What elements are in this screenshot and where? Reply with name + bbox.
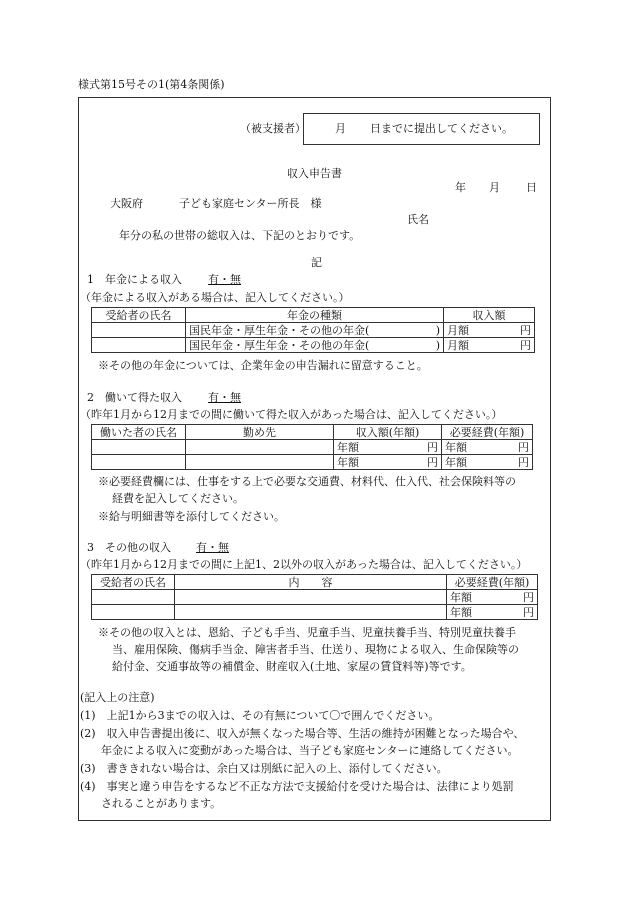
col-income: 収入額(年額) [334,425,442,440]
date-year: 年 [455,181,466,194]
table-header-row [92,308,535,323]
section3-footnote-b: 当、雇用保険、傷病手当金、障害者手当、仕送り、現物による収入、生命保険等の [112,643,519,656]
content-cell[interactable] [175,605,447,620]
recipient-name-cell[interactable] [92,590,175,605]
table-row [92,440,533,455]
section1-choice: 有・無 [208,273,241,286]
pension-type-cell: 国民年金・厚生年金・その他の年金( ) [186,323,444,338]
worker-name-cell[interactable] [92,440,186,455]
content-cell[interactable] [175,590,447,605]
ki-heading: 記 [311,256,322,269]
col-recipient-name: 受給者の氏名 [92,575,175,590]
col-content: 内 容 [175,575,447,590]
note-3: (3) 書ききれない場合は、余白又は別紙に記入の上、添付してください。 [80,762,448,775]
section2-note: （昨年1月から12月までの間に働いて得た収入があった場合は、記入してください。） [80,408,503,421]
table-row [92,338,535,353]
pension-type-cell: 国民年金・厚生年金・その他の年金( ) [186,338,444,353]
section2-heading: 2 働いて得た収入 [87,391,182,404]
other-income-table [91,574,538,620]
col-expenses: 必要経費(年額) [442,425,533,440]
recipient-label: （被支援者） [240,122,306,135]
deadline-month: 月 [335,122,346,135]
section2-choice: 有・無 [208,391,241,404]
expenses-cell[interactable]: 年額 円 [442,455,533,470]
section3-heading: 3 その他の収入 [87,541,171,554]
section3-footnote-c: 給付金、交通事故等の補償金、財産収入(土地、家屋の賃貸料等)等です。 [112,660,472,673]
section3-note: （昨年1月から12月までの間に上記1、2以外の収入があった場合は、記入してください。） [80,558,528,571]
table-row [92,323,535,338]
section2-footnote-1b: 経費を記入してください。 [112,492,244,505]
col-recipient-name: 受給者の氏名 [92,308,186,323]
amount-cell[interactable]: 月額 円 [444,323,535,338]
work-income-table [91,424,533,470]
date-day: 日 [526,181,537,194]
col-worker-name: 働いた者の氏名 [92,425,186,440]
name-label: 氏名 [407,213,429,226]
pension-table [91,307,535,353]
expenses-cell[interactable]: 年額 円 [442,440,533,455]
section2-footnote-2: ※給与明細書等を添付してください。 [98,510,285,523]
recipient-name-cell[interactable] [92,323,186,338]
section1-note: （年金による収入がある場合は、記入してください。） [80,291,350,304]
recipient-name-cell[interactable] [92,605,175,620]
section2-footnote-1a: ※必要経費欄には、仕事をする上で必要な交通費、材料代、仕入代、社会保険料等の [98,475,516,488]
section3-choice: 有・無 [196,541,229,554]
addressee-prefecture: 大阪府 [110,197,143,210]
notes-heading: (記入上の注意) [80,691,155,704]
note-2b: 年金による収入に変動があった場合は、当子ども家庭センターに連絡してください。 [101,744,519,757]
deadline-text: 日までに提出してください。 [370,122,513,135]
date-month: 月 [489,181,500,194]
col-income: 収入額 [444,308,535,323]
section1-heading: 1 年金による収入 [87,273,182,286]
section1-footnote: ※その他の年金については、企業年金の申告漏れに留意すること。 [98,359,428,372]
expenses-cell[interactable]: 年額 円 [447,590,538,605]
employer-cell[interactable] [186,440,334,455]
table-header-row [92,575,538,590]
page-title: 収入申告書 [287,167,342,180]
section3-footnote-a: ※その他の収入とは、恩給、子ども手当、児童手当、児童扶養手当、特別児童扶養手 [98,626,516,639]
income-cell[interactable]: 年額 円 [334,440,442,455]
col-expenses: 必要経費(年額) [447,575,538,590]
table-header-row [92,425,533,440]
table-row [92,455,533,470]
form-number: 様式第15号その1(第4条関係) [78,78,225,91]
amount-cell[interactable]: 月額 円 [444,338,535,353]
note-1: (1) 上記1から3までの収入は、その有無について〇で囲んでください。 [80,709,440,722]
income-cell[interactable]: 年額 円 [334,455,442,470]
table-row [92,590,538,605]
note-2a: (2) 収入申告書提出後に、収入が無くなった場合等、生活の維持が困難となった場合や、 [80,727,525,740]
col-pension-type: 年金の種類 [186,308,444,323]
recipient-name-cell[interactable] [92,338,186,353]
intro-text: 年分の私の世帯の総収入は、下記のとおりです。 [119,229,361,242]
note-4b: されることがあります。 [101,797,222,810]
addressee-office: 子ども家庭センター所長 様 [179,197,322,210]
employer-cell[interactable] [186,455,334,470]
worker-name-cell[interactable] [92,455,186,470]
col-employer: 勤め先 [186,425,334,440]
note-4a: (4) 事実と違う申告をするなど不正な方法で支援給付を受けた場合は、法律により処罰 [80,780,514,793]
expenses-cell[interactable]: 年額 円 [447,605,538,620]
table-row [92,605,538,620]
